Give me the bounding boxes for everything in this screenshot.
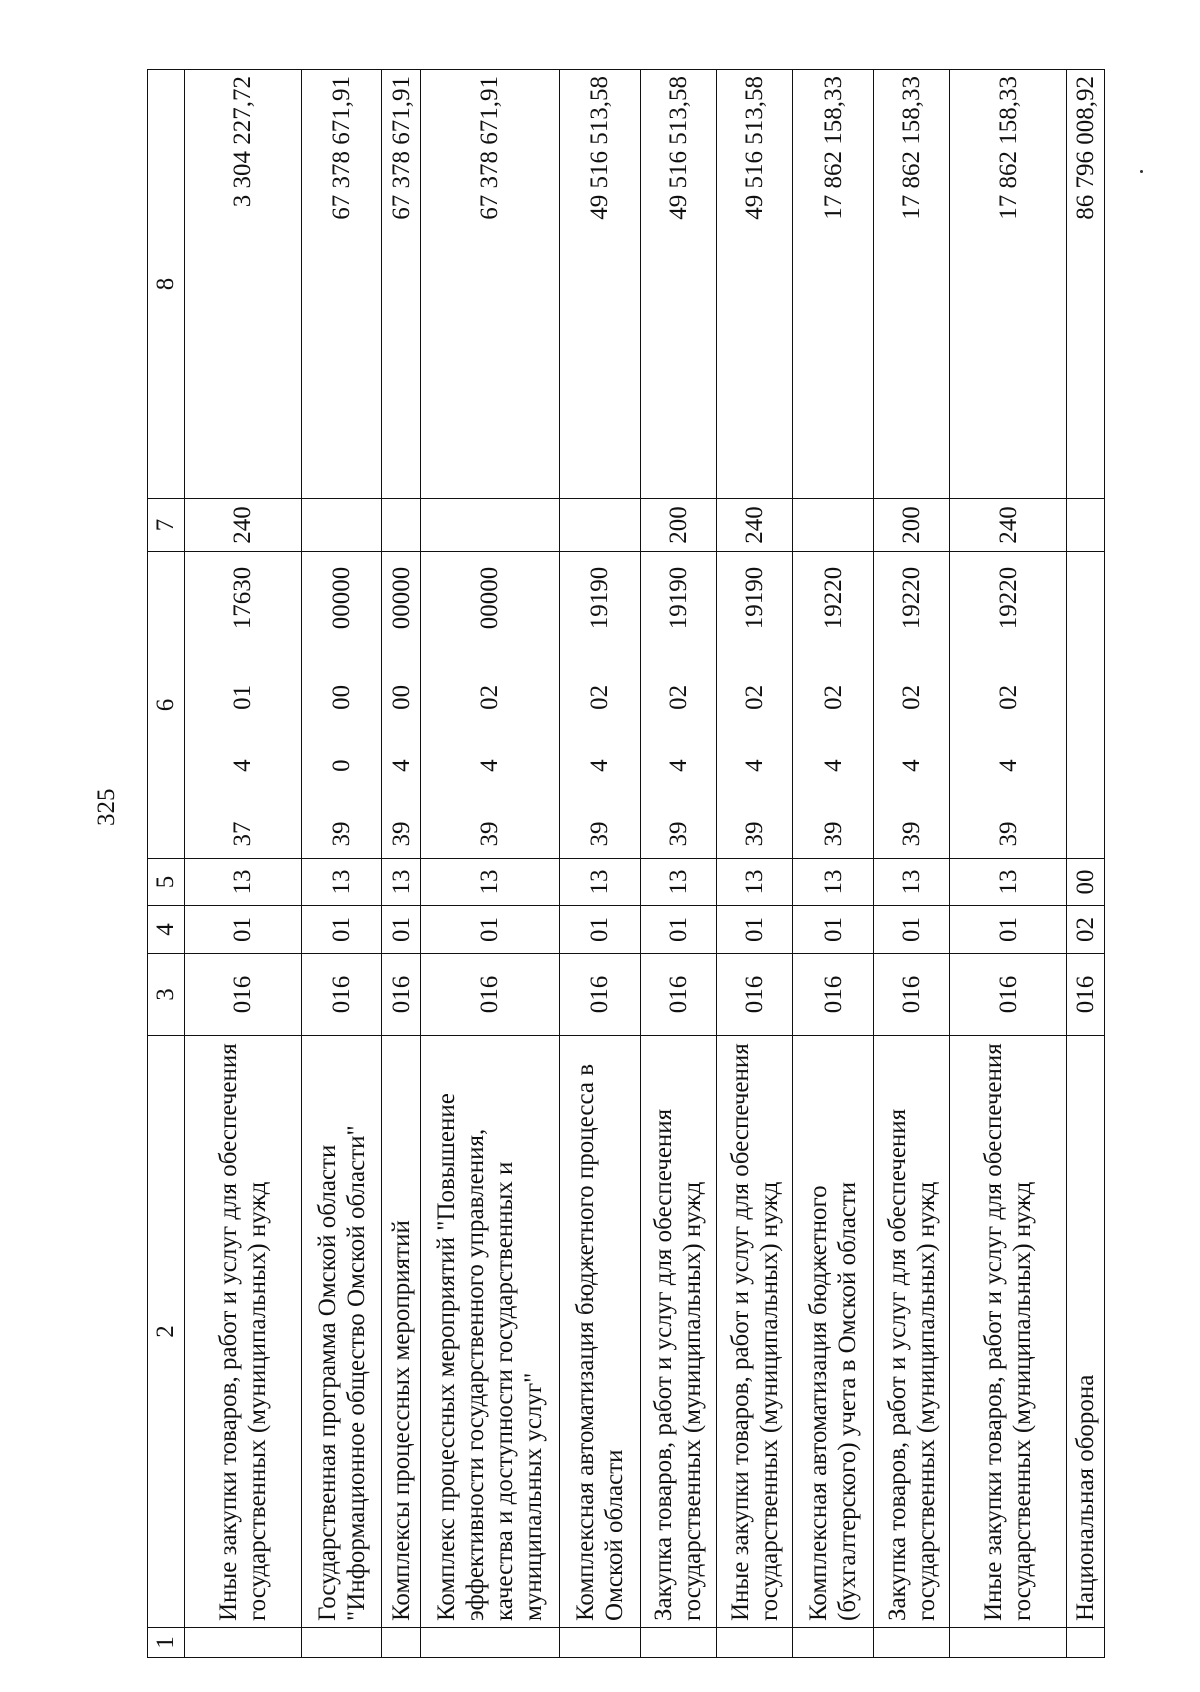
cell-section-code: 01 [874,906,950,954]
cell-section-code: 01 [301,906,382,954]
cell-target-article [1066,552,1104,859]
target-article-part: 02 [741,684,768,710]
cell-expense-type [382,499,420,552]
cell-section-code: 01 [559,906,640,954]
target-article-part: 00 [387,684,415,710]
cell-description: Комплексная автоматизация бюджетного (бухгалтерского) учета в Омской области [793,1036,874,1628]
budget-table-rotated [147,70,1105,1658]
cell-row-number [382,1628,420,1658]
cell-target-article [640,552,716,859]
header-col-7: 7 [148,499,185,552]
cell-expense-type: 240 [716,499,792,552]
table-row [301,70,382,1658]
target-article-part: 19220 [819,566,847,630]
cell-description: Комплекс процессных мероприятий "Повышение эффективности государственного управления, качества и доступности государственных и муниципальных услуг" [420,1036,559,1628]
cell-description: Иные закупки товаров, работ и услуг для обеспечения государственных (муниципальных) нужд [184,1036,301,1628]
target-article-part: 19190 [664,566,692,630]
cell-row-number [301,1628,382,1658]
target-article-code [228,558,257,852]
cell-subsection-code: 13 [716,859,792,906]
target-article-part: 01 [229,684,257,710]
cell-amount: 17 862 158,33 [874,70,950,499]
header-col-5: 5 [148,859,185,906]
cell-row-number [950,1628,1067,1658]
cell-subsection-code: 13 [640,859,716,906]
target-article-part: 39 [476,821,504,847]
header-col-3: 3 [148,954,185,1036]
cell-section-code: 01 [950,906,1067,954]
cell-subsection-code: 00 [1066,859,1104,906]
cell-section-code: 02 [1066,906,1104,954]
target-article-part: 00000 [476,566,504,630]
cell-row-number [640,1628,716,1658]
table-row [420,70,559,1658]
cell-section-code: 01 [420,906,559,954]
target-article-code [585,558,614,852]
cell-target-article [950,552,1067,859]
target-article-code [897,558,926,852]
table-row [382,70,420,1658]
target-article-part: 19190 [741,566,768,630]
target-article-part: 4 [476,759,504,772]
cell-description: Государственная программа Омской области "Информационное общество Омской области" [301,1036,382,1628]
cell-subsection-code: 13 [559,859,640,906]
target-article-part: 39 [741,821,768,847]
target-article-part: 19220 [898,566,926,630]
target-article-part: 19190 [586,566,614,630]
budget-table [147,69,1105,1658]
cell-ministry-code: 016 [184,954,301,1036]
target-article-part: 00000 [387,566,415,630]
cell-ministry-code: 016 [559,954,640,1036]
cell-subsection-code: 13 [301,859,382,906]
cell-row-number [716,1628,792,1658]
cell-target-article [793,552,874,859]
header-row [148,70,185,1658]
cell-description: Комплексная автоматизация бюджетного процесса в Омской области [559,1036,640,1628]
cell-subsection-code: 13 [950,859,1067,906]
header-col-1: 1 [148,1628,185,1658]
table-row [1066,70,1104,1658]
cell-ministry-code: 016 [301,954,382,1036]
cell-subsection-code: 13 [184,859,301,906]
target-article-part: 4 [229,759,257,772]
cell-amount: 49 516 513,58 [716,70,792,499]
target-article-part: 39 [586,821,614,847]
cell-description: Закупка товаров, работ и услуг для обеспечения государственных (муниципальных) нужд [874,1036,950,1628]
cell-expense-type [420,499,559,552]
header-col-4: 4 [148,906,185,954]
cell-expense-type [1066,499,1104,552]
cell-section-code: 01 [640,906,716,954]
cell-expense-type [793,499,874,552]
cell-row-number [874,1628,950,1658]
cell-section-code: 01 [184,906,301,954]
table-row [559,70,640,1658]
cell-expense-type [301,499,382,552]
target-article-part: 39 [387,821,415,847]
target-article-part: 39 [994,821,1022,847]
cell-section-code: 01 [382,906,420,954]
cell-amount: 3 304 227,72 [184,70,301,499]
target-article-part: 00 [328,684,355,710]
target-article-part: 17630 [229,566,257,630]
target-article-part: 4 [994,759,1022,772]
target-article-part: 19220 [994,566,1022,630]
cell-ministry-code: 016 [793,954,874,1036]
table-row [184,70,301,1658]
table-row [640,70,716,1658]
cell-amount: 67 378 671,91 [382,70,420,499]
target-article-part: 39 [328,821,355,847]
stray-mark [1140,170,1143,173]
target-article-part: 4 [741,759,768,772]
cell-description: Иные закупки товаров, работ и услуг для обеспечения государственных (муниципальных) нужд [716,1036,792,1628]
target-article-part: 4 [586,759,614,772]
target-article-code [819,558,848,852]
cell-amount: 49 516 513,58 [559,70,640,499]
page-number: 325 [93,788,120,826]
cell-subsection-code: 13 [382,859,420,906]
header-col-6: 6 [148,552,185,859]
cell-target-article [874,552,950,859]
cell-amount: 67 378 671,91 [420,70,559,499]
cell-amount: 17 862 158,33 [793,70,874,499]
cell-expense-type [559,499,640,552]
target-article-part: 00000 [328,566,355,630]
cell-subsection-code: 13 [874,859,950,906]
cell-subsection-code: 13 [793,859,874,906]
cell-target-article [716,552,792,859]
cell-expense-type: 240 [184,499,301,552]
target-article-part: 4 [387,759,415,772]
target-article-part: 4 [898,759,926,772]
cell-row-number [793,1628,874,1658]
cell-ministry-code: 016 [874,954,950,1036]
target-article-part: 02 [476,684,504,710]
table-body [184,70,1104,1658]
cell-amount: 67 378 671,91 [301,70,382,499]
target-article-code [740,558,769,852]
cell-target-article [301,552,382,859]
target-article-part: 39 [664,821,692,847]
cell-row-number [559,1628,640,1658]
table-row [716,70,792,1658]
cell-amount: 17 862 158,33 [950,70,1067,499]
cell-section-code: 01 [793,906,874,954]
cell-target-article [184,552,301,859]
cell-row-number [1066,1628,1104,1658]
cell-ministry-code: 016 [420,954,559,1036]
cell-section-code: 01 [716,906,792,954]
cell-description: Закупка товаров, работ и услуг для обеспечения государственных (муниципальных) нужд [640,1036,716,1628]
cell-ministry-code: 016 [716,954,792,1036]
cell-amount: 49 516 513,58 [640,70,716,499]
cell-target-article [420,552,559,859]
target-article-part: 02 [819,684,847,710]
cell-target-article [559,552,640,859]
header-col-8: 8 [148,70,185,499]
table-row [793,70,874,1658]
cell-row-number [420,1628,559,1658]
cell-subsection-code: 13 [420,859,559,906]
cell-expense-type: 240 [950,499,1067,552]
cell-ministry-code: 016 [1066,954,1104,1036]
target-article-code [475,558,504,852]
target-article-part: 02 [664,684,692,710]
cell-description: Иные закупки товаров, работ и услуг для обеспечения государственных (муниципальных) нужд [950,1036,1067,1628]
header-col-2: 2 [148,1036,185,1628]
cell-ministry-code: 016 [950,954,1067,1036]
target-article-code [994,558,1023,852]
target-article-part: 39 [898,821,926,847]
table-row [950,70,1067,1658]
cell-ministry-code: 016 [382,954,420,1036]
target-article-part: 39 [819,821,847,847]
target-article-part: 4 [664,759,692,772]
cell-amount: 86 796 008,92 [1066,70,1104,499]
cell-expense-type: 200 [640,499,716,552]
target-article-part: 02 [994,684,1022,710]
cell-row-number [184,1628,301,1658]
cell-ministry-code: 016 [640,954,716,1036]
cell-description: Комплексы процессных мероприятий [382,1036,420,1628]
target-article-code [387,558,416,852]
target-article-part: 02 [586,684,614,710]
target-article-part: 02 [898,684,926,710]
target-article-code [327,558,356,852]
target-article-part: 0 [328,759,355,772]
cell-description: Национальная оборона [1066,1036,1104,1628]
cell-expense-type: 200 [874,499,950,552]
target-article-code [664,558,693,852]
cell-target-article [382,552,420,859]
target-article-part: 4 [819,759,847,772]
table-row [874,70,950,1658]
target-article-part: 37 [229,821,257,847]
